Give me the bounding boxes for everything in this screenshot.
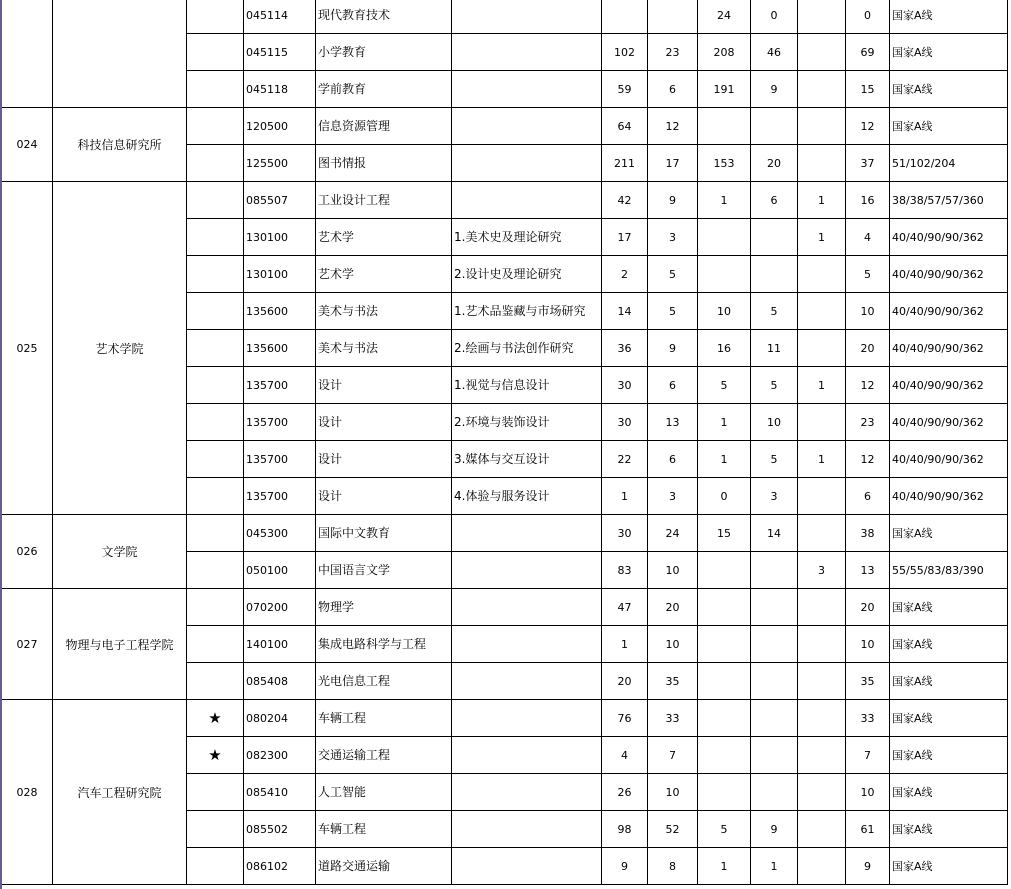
program-code-cell: 045300 <box>244 515 316 552</box>
program-code-cell: 086102 <box>244 848 316 885</box>
count-cell-3: 1 <box>698 848 751 885</box>
count-cell-3 <box>698 552 751 589</box>
count-cell-4: 14 <box>751 515 798 552</box>
program-name-cell: 道路交通运输 <box>316 848 452 885</box>
count-cell-2: 6 <box>648 71 698 108</box>
count-cell-1: 64 <box>602 108 648 145</box>
count-cell-6: 7 <box>846 737 890 774</box>
count-cell-5 <box>798 478 846 515</box>
table-row <box>0 848 1011 885</box>
count-cell-3 <box>698 700 751 737</box>
count-cell-2: 5 <box>648 293 698 330</box>
score-line-cell: 国家A线 <box>890 0 1008 34</box>
count-cell-4: 3 <box>751 478 798 515</box>
count-cell-4: 1 <box>751 848 798 885</box>
count-cell-1: 30 <box>602 515 648 552</box>
research-direction-cell: 3.媒体与交互设计 <box>452 441 602 478</box>
program-code-cell: 135600 <box>244 293 316 330</box>
count-cell-2: 17 <box>648 145 698 182</box>
count-cell-2: 10 <box>648 774 698 811</box>
count-cell-1: 30 <box>602 404 648 441</box>
program-name-cell: 美术与书法 <box>316 330 452 367</box>
priority-star-cell <box>187 219 244 256</box>
priority-star-cell <box>187 774 244 811</box>
count-cell-6: 9 <box>846 848 890 885</box>
score-line-cell: 40/40/90/90/362 <box>890 404 1008 441</box>
score-line-cell: 55/55/83/83/390 <box>890 552 1008 589</box>
score-line-cell: 国家A线 <box>890 663 1008 700</box>
priority-star-cell <box>187 34 244 71</box>
program-code-cell: 050100 <box>244 552 316 589</box>
program-name-cell: 人工智能 <box>316 774 452 811</box>
count-cell-2: 33 <box>648 700 698 737</box>
program-name-cell: 艺术学 <box>316 256 452 293</box>
program-name-cell: 物理学 <box>316 589 452 626</box>
count-cell-4 <box>751 774 798 811</box>
program-code-cell: 130100 <box>244 219 316 256</box>
research-direction-cell <box>452 663 602 700</box>
priority-star-cell <box>187 256 244 293</box>
program-code-cell: 080204 <box>244 700 316 737</box>
table-row <box>0 589 1011 626</box>
research-direction-cell <box>452 145 602 182</box>
count-cell-3: 5 <box>698 367 751 404</box>
count-cell-5 <box>798 626 846 663</box>
count-cell-2: 24 <box>648 515 698 552</box>
score-line-cell: 国家A线 <box>890 515 1008 552</box>
program-code-cell: 140100 <box>244 626 316 663</box>
count-cell-1: 20 <box>602 663 648 700</box>
priority-star-cell <box>187 441 244 478</box>
research-direction-cell <box>452 774 602 811</box>
college-name-cell: 汽车工程研究院 <box>53 700 187 885</box>
count-cell-4: 10 <box>751 404 798 441</box>
count-cell-1: 26 <box>602 774 648 811</box>
count-cell-1: 9 <box>602 848 648 885</box>
count-cell-1: 211 <box>602 145 648 182</box>
count-cell-2: 20 <box>648 589 698 626</box>
priority-star-cell <box>187 71 244 108</box>
count-cell-6: 5 <box>846 256 890 293</box>
research-direction-cell: 1.视觉与信息设计 <box>452 367 602 404</box>
count-cell-3: 16 <box>698 330 751 367</box>
count-cell-5 <box>798 108 846 145</box>
count-cell-2: 10 <box>648 626 698 663</box>
count-cell-2: 3 <box>648 478 698 515</box>
priority-star-cell <box>187 848 244 885</box>
count-cell-3: 191 <box>698 71 751 108</box>
priority-star-cell <box>187 626 244 663</box>
count-cell-6: 37 <box>846 145 890 182</box>
count-cell-3 <box>698 256 751 293</box>
program-code-cell: 125500 <box>244 145 316 182</box>
score-line-cell: 国家A线 <box>890 737 1008 774</box>
count-cell-3 <box>698 589 751 626</box>
count-cell-2: 9 <box>648 330 698 367</box>
table-row <box>0 256 1011 293</box>
program-code-cell: 085410 <box>244 774 316 811</box>
count-cell-6: 20 <box>846 589 890 626</box>
count-cell-3: 24 <box>698 0 751 34</box>
count-cell-2: 12 <box>648 108 698 145</box>
count-cell-3 <box>698 219 751 256</box>
count-cell-3 <box>698 663 751 700</box>
program-code-cell: 045114 <box>244 0 316 34</box>
count-cell-5 <box>798 848 846 885</box>
score-line-cell: 40/40/90/90/362 <box>890 219 1008 256</box>
count-cell-6: 15 <box>846 71 890 108</box>
count-cell-4: 6 <box>751 182 798 219</box>
program-code-cell: 085507 <box>244 182 316 219</box>
count-cell-2: 13 <box>648 404 698 441</box>
score-line-cell: 38/38/57/57/360 <box>890 182 1008 219</box>
count-cell-5: 1 <box>798 182 846 219</box>
program-code-cell: 135700 <box>244 404 316 441</box>
count-cell-6: 35 <box>846 663 890 700</box>
program-name-cell: 车辆工程 <box>316 811 452 848</box>
research-direction-cell: 1.美术史及理论研究 <box>452 219 602 256</box>
count-cell-3 <box>698 774 751 811</box>
score-line-cell: 国家A线 <box>890 774 1008 811</box>
program-name-cell: 中国语言文学 <box>316 552 452 589</box>
count-cell-6: 33 <box>846 700 890 737</box>
program-name-cell: 小学教育 <box>316 34 452 71</box>
table-row <box>0 737 1011 774</box>
score-line-cell: 国家A线 <box>890 700 1008 737</box>
research-direction-cell <box>452 700 602 737</box>
table-row <box>0 441 1011 478</box>
priority-star-cell <box>187 478 244 515</box>
table-row <box>0 0 1011 34</box>
count-cell-6: 61 <box>846 811 890 848</box>
count-cell-5 <box>798 700 846 737</box>
count-cell-5 <box>798 145 846 182</box>
count-cell-4: 9 <box>751 811 798 848</box>
priority-star-cell <box>187 182 244 219</box>
college-name-cell: 文学院 <box>53 515 187 589</box>
count-cell-6: 38 <box>846 515 890 552</box>
priority-star-cell <box>187 367 244 404</box>
count-cell-5 <box>798 34 846 71</box>
count-cell-1: 98 <box>602 811 648 848</box>
count-cell-6: 6 <box>846 478 890 515</box>
college-name-cell: 物理与电子工程学院 <box>53 589 187 700</box>
count-cell-3: 5 <box>698 811 751 848</box>
count-cell-6: 12 <box>846 441 890 478</box>
count-cell-4: 9 <box>751 71 798 108</box>
program-name-cell: 图书情报 <box>316 145 452 182</box>
count-cell-2: 6 <box>648 367 698 404</box>
program-name-cell: 设计 <box>316 478 452 515</box>
score-line-cell: 国家A线 <box>890 108 1008 145</box>
table-row <box>0 182 1011 219</box>
priority-star-cell <box>187 811 244 848</box>
count-cell-1: 76 <box>602 700 648 737</box>
count-cell-2: 35 <box>648 663 698 700</box>
count-cell-6: 13 <box>846 552 890 589</box>
count-cell-1: 4 <box>602 737 648 774</box>
count-cell-4 <box>751 256 798 293</box>
count-cell-5 <box>798 737 846 774</box>
score-line-cell: 国家A线 <box>890 71 1008 108</box>
table-row <box>0 478 1011 515</box>
score-line-cell: 51/102/204 <box>890 145 1008 182</box>
count-cell-6: 10 <box>846 293 890 330</box>
count-cell-2: 7 <box>648 737 698 774</box>
table-row <box>0 219 1011 256</box>
program-name-cell: 学前教育 <box>316 71 452 108</box>
program-code-cell: 045115 <box>244 34 316 71</box>
count-cell-5 <box>798 71 846 108</box>
count-cell-3 <box>698 737 751 774</box>
count-cell-5: 1 <box>798 367 846 404</box>
count-cell-6: 12 <box>846 367 890 404</box>
priority-star-cell <box>187 404 244 441</box>
count-cell-5: 1 <box>798 441 846 478</box>
priority-star-cell <box>187 589 244 626</box>
count-cell-1: 22 <box>602 441 648 478</box>
research-direction-cell <box>452 34 602 71</box>
count-cell-6: 10 <box>846 626 890 663</box>
program-code-cell: 045118 <box>244 71 316 108</box>
count-cell-5: 1 <box>798 219 846 256</box>
college-code-cell: 025 <box>2 182 53 515</box>
program-code-cell: 082300 <box>244 737 316 774</box>
count-cell-3 <box>698 626 751 663</box>
priority-star-cell <box>187 108 244 145</box>
count-cell-5 <box>798 515 846 552</box>
count-cell-1: 42 <box>602 182 648 219</box>
count-cell-3: 15 <box>698 515 751 552</box>
table-row <box>0 515 1011 552</box>
count-cell-5 <box>798 0 846 34</box>
count-cell-3: 10 <box>698 293 751 330</box>
table-row <box>0 811 1011 848</box>
table-row <box>0 626 1011 663</box>
count-cell-2: 5 <box>648 256 698 293</box>
count-cell-6: 16 <box>846 182 890 219</box>
count-cell-2: 23 <box>648 34 698 71</box>
program-name-cell: 美术与书法 <box>316 293 452 330</box>
program-code-cell: 130100 <box>244 256 316 293</box>
table-row <box>0 330 1011 367</box>
count-cell-2: 8 <box>648 848 698 885</box>
priority-star-cell <box>187 663 244 700</box>
count-cell-3: 1 <box>698 182 751 219</box>
count-cell-4: 11 <box>751 330 798 367</box>
research-direction-cell <box>452 108 602 145</box>
count-cell-3: 1 <box>698 441 751 478</box>
priority-star-cell <box>187 515 244 552</box>
table-row <box>0 108 1011 145</box>
program-code-cell: 135700 <box>244 367 316 404</box>
count-cell-5 <box>798 663 846 700</box>
count-cell-5 <box>798 330 846 367</box>
count-cell-1 <box>602 0 648 34</box>
research-direction-cell <box>452 626 602 663</box>
count-cell-4: 20 <box>751 145 798 182</box>
score-line-cell: 国家A线 <box>890 811 1008 848</box>
count-cell-6: 12 <box>846 108 890 145</box>
program-name-cell: 信息资源管理 <box>316 108 452 145</box>
program-name-cell: 工业设计工程 <box>316 182 452 219</box>
count-cell-5 <box>798 404 846 441</box>
count-cell-1: 59 <box>602 71 648 108</box>
table-row <box>0 663 1011 700</box>
count-cell-3: 208 <box>698 34 751 71</box>
count-cell-4 <box>751 700 798 737</box>
program-code-cell: 135700 <box>244 478 316 515</box>
research-direction-cell: 2.环境与装饰设计 <box>452 404 602 441</box>
count-cell-4 <box>751 626 798 663</box>
research-direction-cell <box>452 848 602 885</box>
count-cell-6: 20 <box>846 330 890 367</box>
priority-star-cell <box>187 145 244 182</box>
count-cell-2: 52 <box>648 811 698 848</box>
program-name-cell: 设计 <box>316 367 452 404</box>
count-cell-3: 0 <box>698 478 751 515</box>
priority-star-cell <box>187 330 244 367</box>
program-name-cell: 设计 <box>316 404 452 441</box>
count-cell-4: 5 <box>751 441 798 478</box>
count-cell-1: 1 <box>602 478 648 515</box>
count-cell-4: 5 <box>751 367 798 404</box>
program-code-cell: 070200 <box>244 589 316 626</box>
priority-star-cell <box>187 293 244 330</box>
score-line-cell: 40/40/90/90/362 <box>890 367 1008 404</box>
table-row <box>0 293 1011 330</box>
priority-star-cell <box>187 552 244 589</box>
priority-star-cell: ★ <box>187 700 244 737</box>
score-line-cell: 国家A线 <box>890 626 1008 663</box>
count-cell-1: 17 <box>602 219 648 256</box>
score-line-cell: 国家A线 <box>890 589 1008 626</box>
count-cell-3 <box>698 108 751 145</box>
count-cell-6: 0 <box>846 0 890 34</box>
program-name-cell: 集成电路科学与工程 <box>316 626 452 663</box>
program-code-cell: 135600 <box>244 330 316 367</box>
count-cell-4 <box>751 219 798 256</box>
count-cell-6: 69 <box>846 34 890 71</box>
count-cell-2: 6 <box>648 441 698 478</box>
count-cell-5 <box>798 774 846 811</box>
count-cell-2 <box>648 0 698 34</box>
count-cell-4 <box>751 589 798 626</box>
table-row <box>0 552 1011 589</box>
count-cell-4 <box>751 552 798 589</box>
count-cell-1: 30 <box>602 367 648 404</box>
count-cell-6: 10 <box>846 774 890 811</box>
count-cell-5 <box>798 293 846 330</box>
priority-star-cell: ★ <box>187 737 244 774</box>
college-name-cell: 科技信息研究所 <box>53 108 187 182</box>
score-line-cell: 40/40/90/90/362 <box>890 256 1008 293</box>
count-cell-2: 10 <box>648 552 698 589</box>
college-code-cell: 024 <box>2 108 53 182</box>
count-cell-3: 153 <box>698 145 751 182</box>
research-direction-cell: 2.绘画与书法创作研究 <box>452 330 602 367</box>
count-cell-4 <box>751 108 798 145</box>
count-cell-5: 3 <box>798 552 846 589</box>
program-name-cell: 交通运输工程 <box>316 737 452 774</box>
count-cell-1: 1 <box>602 626 648 663</box>
college-code-cell: 028 <box>2 700 53 885</box>
count-cell-4: 46 <box>751 34 798 71</box>
program-code-cell: 135700 <box>244 441 316 478</box>
research-direction-cell <box>452 811 602 848</box>
table-row <box>0 404 1011 441</box>
college-name-cell: 艺术学院 <box>53 182 187 515</box>
research-direction-cell: 4.体验与服务设计 <box>452 478 602 515</box>
count-cell-2: 3 <box>648 219 698 256</box>
program-name-cell: 车辆工程 <box>316 700 452 737</box>
count-cell-5 <box>798 256 846 293</box>
research-direction-cell: 2.设计史及理论研究 <box>452 256 602 293</box>
count-cell-4: 5 <box>751 293 798 330</box>
score-line-cell: 40/40/90/90/362 <box>890 478 1008 515</box>
program-name-cell: 国际中文教育 <box>316 515 452 552</box>
program-name-cell: 艺术学 <box>316 219 452 256</box>
table-row <box>0 71 1011 108</box>
table-row <box>0 367 1011 404</box>
priority-star-cell <box>187 0 244 34</box>
research-direction-cell <box>452 182 602 219</box>
research-direction-cell <box>452 0 602 34</box>
program-code-cell: 085408 <box>244 663 316 700</box>
table-row <box>0 774 1011 811</box>
count-cell-1: 14 <box>602 293 648 330</box>
count-cell-4 <box>751 737 798 774</box>
research-direction-cell <box>452 552 602 589</box>
program-name-cell: 设计 <box>316 441 452 478</box>
count-cell-2: 9 <box>648 182 698 219</box>
score-line-cell: 40/40/90/90/362 <box>890 293 1008 330</box>
table-row <box>0 700 1011 737</box>
score-line-cell: 40/40/90/90/362 <box>890 330 1008 367</box>
count-cell-1: 2 <box>602 256 648 293</box>
table-row <box>0 34 1011 71</box>
count-cell-6: 4 <box>846 219 890 256</box>
count-cell-1: 47 <box>602 589 648 626</box>
research-direction-cell <box>452 515 602 552</box>
count-cell-1: 102 <box>602 34 648 71</box>
count-cell-5 <box>798 811 846 848</box>
college-code-cell: 027 <box>2 589 53 700</box>
research-direction-cell <box>452 589 602 626</box>
count-cell-4: 0 <box>751 0 798 34</box>
college-code-cell: 026 <box>2 515 53 589</box>
research-direction-cell <box>452 737 602 774</box>
count-cell-4 <box>751 663 798 700</box>
program-code-cell: 085502 <box>244 811 316 848</box>
score-line-cell: 国家A线 <box>890 848 1008 885</box>
program-name-cell: 现代教育技术 <box>316 0 452 34</box>
count-cell-1: 36 <box>602 330 648 367</box>
score-line-cell: 国家A线 <box>890 34 1008 71</box>
table-row <box>0 145 1011 182</box>
research-direction-cell <box>452 71 602 108</box>
research-direction-cell: 1.艺术品鉴藏与市场研究 <box>452 293 602 330</box>
program-code-cell: 120500 <box>244 108 316 145</box>
count-cell-3: 1 <box>698 404 751 441</box>
program-name-cell: 光电信息工程 <box>316 663 452 700</box>
score-line-cell: 40/40/90/90/362 <box>890 441 1008 478</box>
count-cell-1: 83 <box>602 552 648 589</box>
count-cell-6: 23 <box>846 404 890 441</box>
count-cell-5 <box>798 589 846 626</box>
